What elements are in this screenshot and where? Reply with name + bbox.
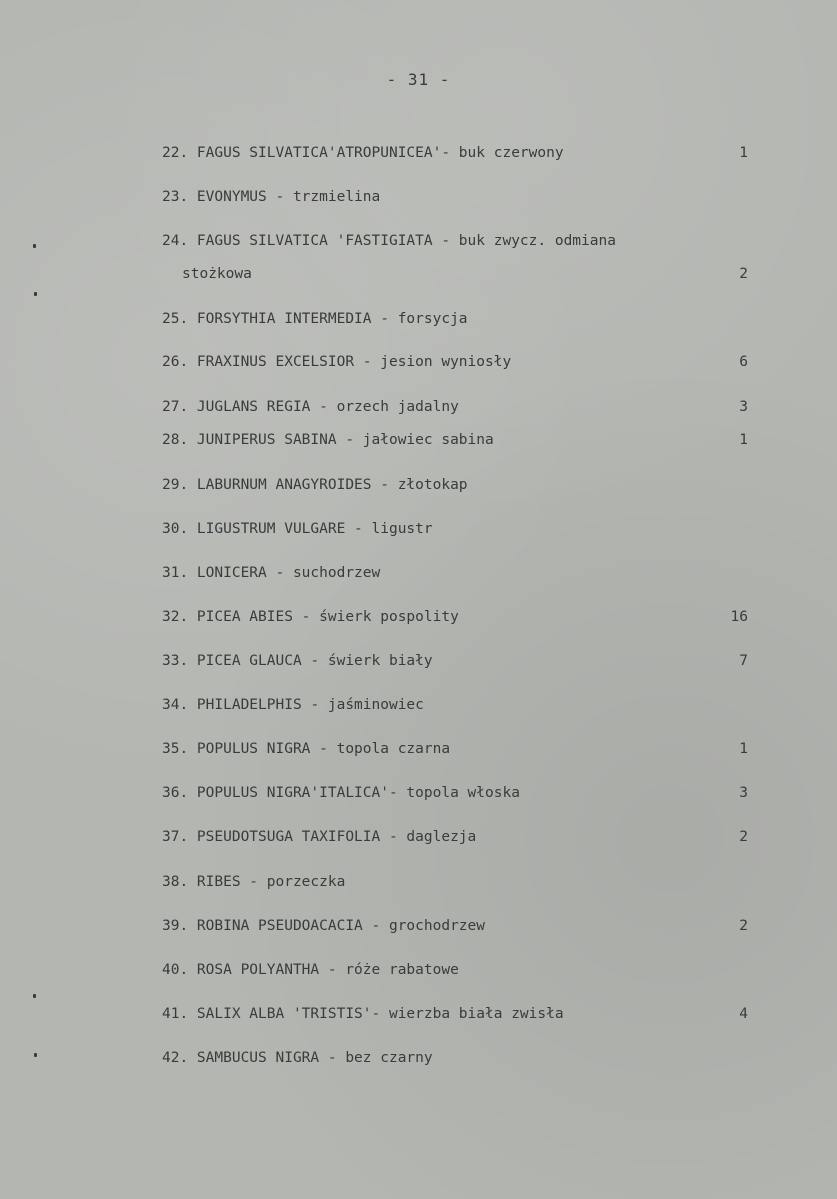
list-item bbox=[162, 186, 752, 208]
entry-count: 1 bbox=[739, 741, 748, 757]
entry-text: 38. RIBES - porzeczka bbox=[162, 874, 346, 890]
list-item bbox=[162, 738, 752, 760]
margin-speck bbox=[33, 994, 36, 998]
entry-count: 3 bbox=[739, 785, 748, 801]
entry-text: 34. PHILADELPHIS - jaśminowiec bbox=[162, 697, 424, 713]
entry-text: 31. LONICERA - suchodrzew bbox=[162, 565, 381, 581]
entry-text: 22. FAGUS SILVATICA'ATROPUNICEA'- buk czerwony bbox=[162, 145, 564, 161]
list-item bbox=[162, 959, 752, 981]
entry-text: 28. JUNIPERUS SABINA - jałowiec sabina bbox=[162, 432, 494, 448]
entry-count: 2 bbox=[739, 918, 748, 934]
entry-text: 39. ROBINA PSEUDOACACIA - grochodrzew bbox=[162, 918, 486, 934]
entry-text: 36. POPULUS NIGRA'ITALICA'- topola włoska bbox=[162, 785, 520, 801]
list-item bbox=[162, 606, 752, 628]
entry-text: 23. EVONYMUS - trzmielina bbox=[162, 189, 381, 205]
entry-text: 25. FORSYTHIA INTERMEDIA - forsycja bbox=[162, 311, 468, 327]
margin-speck bbox=[33, 244, 36, 248]
list-item bbox=[162, 562, 752, 584]
list-item bbox=[162, 1003, 752, 1025]
list-item bbox=[162, 518, 752, 540]
entry-text: 35. POPULUS NIGRA - topola czarna bbox=[162, 741, 451, 757]
entry-text: 42. SAMBUCUS NIGRA - bez czarny bbox=[162, 1050, 433, 1066]
list-item bbox=[162, 915, 752, 937]
entry-count: 16 bbox=[730, 609, 748, 625]
entry-count: 2 bbox=[739, 829, 748, 845]
list-item bbox=[162, 826, 752, 848]
list-item bbox=[162, 474, 752, 496]
entry-text: 33. PICEA GLAUCA - świerk biały bbox=[162, 653, 433, 669]
page-number: - 31 - bbox=[386, 70, 451, 89]
list-item bbox=[162, 142, 752, 164]
entry-count: 6 bbox=[739, 354, 748, 370]
list-item bbox=[162, 871, 752, 893]
list-item bbox=[162, 230, 752, 252]
list-item bbox=[162, 429, 752, 451]
entry-count: 4 bbox=[739, 1006, 748, 1022]
entry-text: 30. LIGUSTRUM VULGARE - ligustr bbox=[162, 521, 433, 537]
entry-text: 32. PICEA ABIES - świerk pospolity bbox=[162, 609, 459, 625]
entry-text: 24. FAGUS SILVATICA 'FASTIGIATA - buk zwycz. odmiana bbox=[162, 233, 616, 249]
entry-text: 26. FRAXINUS EXCELSIOR - jesion wyniosły bbox=[162, 354, 512, 370]
margin-speck bbox=[34, 1053, 37, 1057]
list-item bbox=[162, 782, 752, 804]
list-item bbox=[162, 1047, 752, 1069]
list-item bbox=[162, 694, 752, 716]
entry-count: 7 bbox=[739, 653, 748, 669]
entry-count: 1 bbox=[739, 432, 748, 448]
list-item-continuation bbox=[182, 263, 752, 285]
margin-speck bbox=[34, 292, 37, 296]
entry-count: 1 bbox=[739, 145, 748, 161]
entry-text: 41. SALIX ALBA 'TRISTIS'- wierzba biała zwisła bbox=[162, 1006, 564, 1022]
list-item bbox=[162, 650, 752, 672]
entry-continuation-text: stożkowa bbox=[182, 266, 252, 282]
entry-count: 2 bbox=[739, 266, 748, 282]
entry-text: 40. ROSA POLYANTHA - róże rabatowe bbox=[162, 962, 459, 978]
list-item bbox=[162, 308, 752, 330]
list-item bbox=[162, 396, 752, 418]
entry-text: 37. PSEUDOTSUGA TAXIFOLIA - daglezja bbox=[162, 829, 477, 845]
entry-text: 27. JUGLANS REGIA - orzech jadalny bbox=[162, 399, 459, 415]
list-item bbox=[162, 351, 752, 373]
entry-text: 29. LABURNUM ANAGYROIDES - złotokap bbox=[162, 477, 468, 493]
entry-count: 3 bbox=[739, 399, 748, 415]
